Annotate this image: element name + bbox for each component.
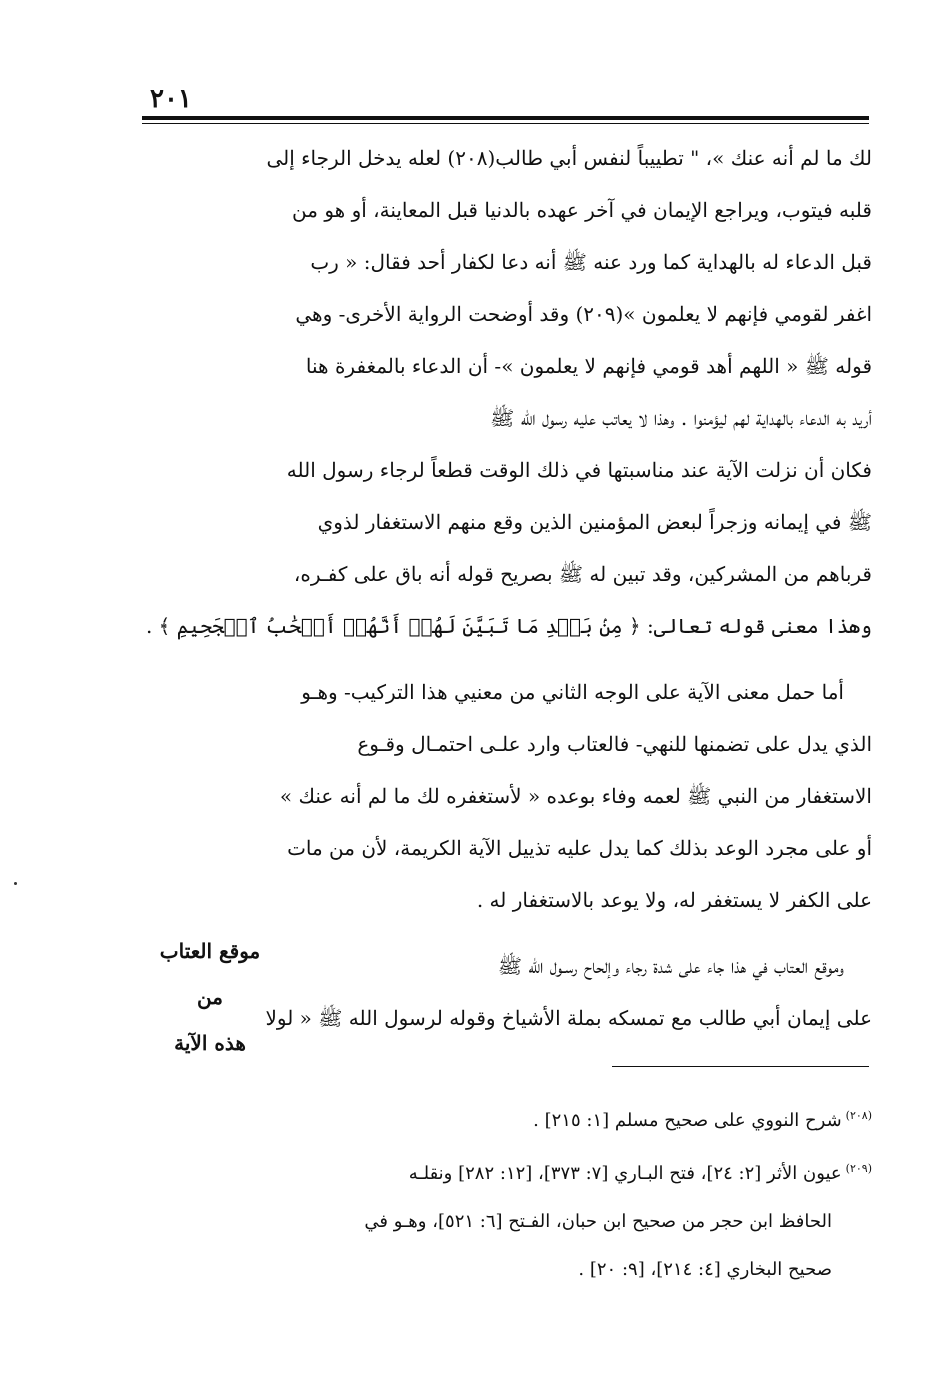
- footnote-209: [300, 1145, 872, 1198]
- text-line: قلبه فيتوب، ويراجع الإيمان في آخر عهده بالدنيا قبل المعاينة، أو هو من: [292, 198, 872, 222]
- footnotes: [300, 1092, 872, 1294]
- footnote-text: عيون الأثر [٢: ٢٤]، فتح البـاري [٧: ٣٧٣]، [١٢: ٢٨٢] ونقلـه: [408, 1163, 842, 1184]
- footnote-separator: [612, 1066, 869, 1067]
- page-number: ٢٠١: [150, 84, 192, 114]
- text-line: على الكفر لا يستغفر له، ولا يوعد بالاستغفار له .: [476, 888, 872, 912]
- footnote-208: [300, 1092, 872, 1145]
- text-line: قوله ﷺ « اللهم أهد قومي فإنهم لا يعلمون »- أن الدعاء بالمغفرة هنا: [305, 354, 872, 378]
- paragraph-gap: [300, 926, 872, 940]
- paragraph-gap: [300, 652, 872, 666]
- text-line: الذي يدل على تضمنها للنهي- فالعتاب وارد علـى احتمـال وقـوع: [357, 732, 872, 756]
- text-line: أو على مجرد الوعد بذلك كما يدل عليه تذييل الآية الكريمة، لأن من مات: [287, 836, 872, 860]
- scan-speck: [14, 882, 17, 885]
- text-line: وهذا معنى قوله تعالى: ﴿ مِنۢ بَعۡدِ مَا تَبَيَّنَ لَهُمۡ أَنَّهُمۡ أَصۡحَٰبُ ٱلۡجَحِيمِ ﴾ .: [145, 614, 872, 638]
- text-line: الاستغفار من النبي ﷺ لعمه وفاء بوعده « لأستغفره لك ما لم أنه عنك »: [279, 784, 872, 808]
- footnote-continuation: صحيح البخاري [٤: ٢١٤]، [٩: ٢٠] .: [578, 1259, 832, 1280]
- margin-note: [140, 928, 280, 1066]
- footnote-number: (٢٠٩): [845, 1162, 872, 1175]
- header-rule: [142, 116, 869, 120]
- text-line: لك ما لم أنه عنك »، " تطييباً لنفس أبي طالب(٢٠٨) لعله يدخل الرجاء إلى: [266, 146, 872, 170]
- text-line: أريد به الدعاء بالهداية لهم ليؤمنوا . وهذا لا يعاتب عليه رسول الله ﷺ: [490, 406, 872, 430]
- text-line: ﷺ في إيمانه وزجراً لبعض المؤمنين الذين وقع منهم الاستغفار لذوي: [317, 510, 872, 534]
- header-rule-thin: [142, 123, 869, 124]
- text-line: فكان أن نزلت الآية عند مناسبتها في ذلك الوقت قطعاً لرجاء رسول الله: [286, 458, 872, 482]
- footnote-number: (٢٠٨): [845, 1109, 872, 1122]
- text-line: اغفر لقومي فإنهم لا يعلمون »(٢٠٩) وقد أوضحت الرواية الأخرى- وهي: [295, 302, 872, 326]
- margin-note-line: هذه الآية: [174, 1031, 246, 1055]
- footnote-text: شرح النووي على صحيح مسلم [١: ٢١٥] .: [533, 1110, 842, 1131]
- margin-note-line: موقع العتاب: [159, 939, 261, 963]
- text-line: أما حمل معنى الآية على الوجه الثاني من معنيي هذا التركيب- وهـو: [301, 680, 844, 704]
- text-line: وموقع العتاب في هذا جاء على شدة رجاء وإلحاح رسـول الله ﷺ: [497, 954, 844, 978]
- margin-note-line: من: [197, 985, 223, 1009]
- text-line: على إيمان أبي طالب مع تمسكه بملة الأشياخ وقوله لرسول الله ﷺ « لولا: [265, 1006, 872, 1030]
- footnote-continuation: الحافظ ابن حجر من صحيح ابن حبان، الفـتح [٦: ٥٢١]، وهـو في: [364, 1211, 832, 1232]
- text-line: قرباهم من المشركين، وقد تبين له ﷺ بصريح قوله أنه باق على كفـره،: [293, 562, 872, 586]
- text-line: قبل الدعاء له بالهداية كما ورد عنه ﷺ أنه دعا لكفار أحد فقال: « رب: [310, 250, 872, 274]
